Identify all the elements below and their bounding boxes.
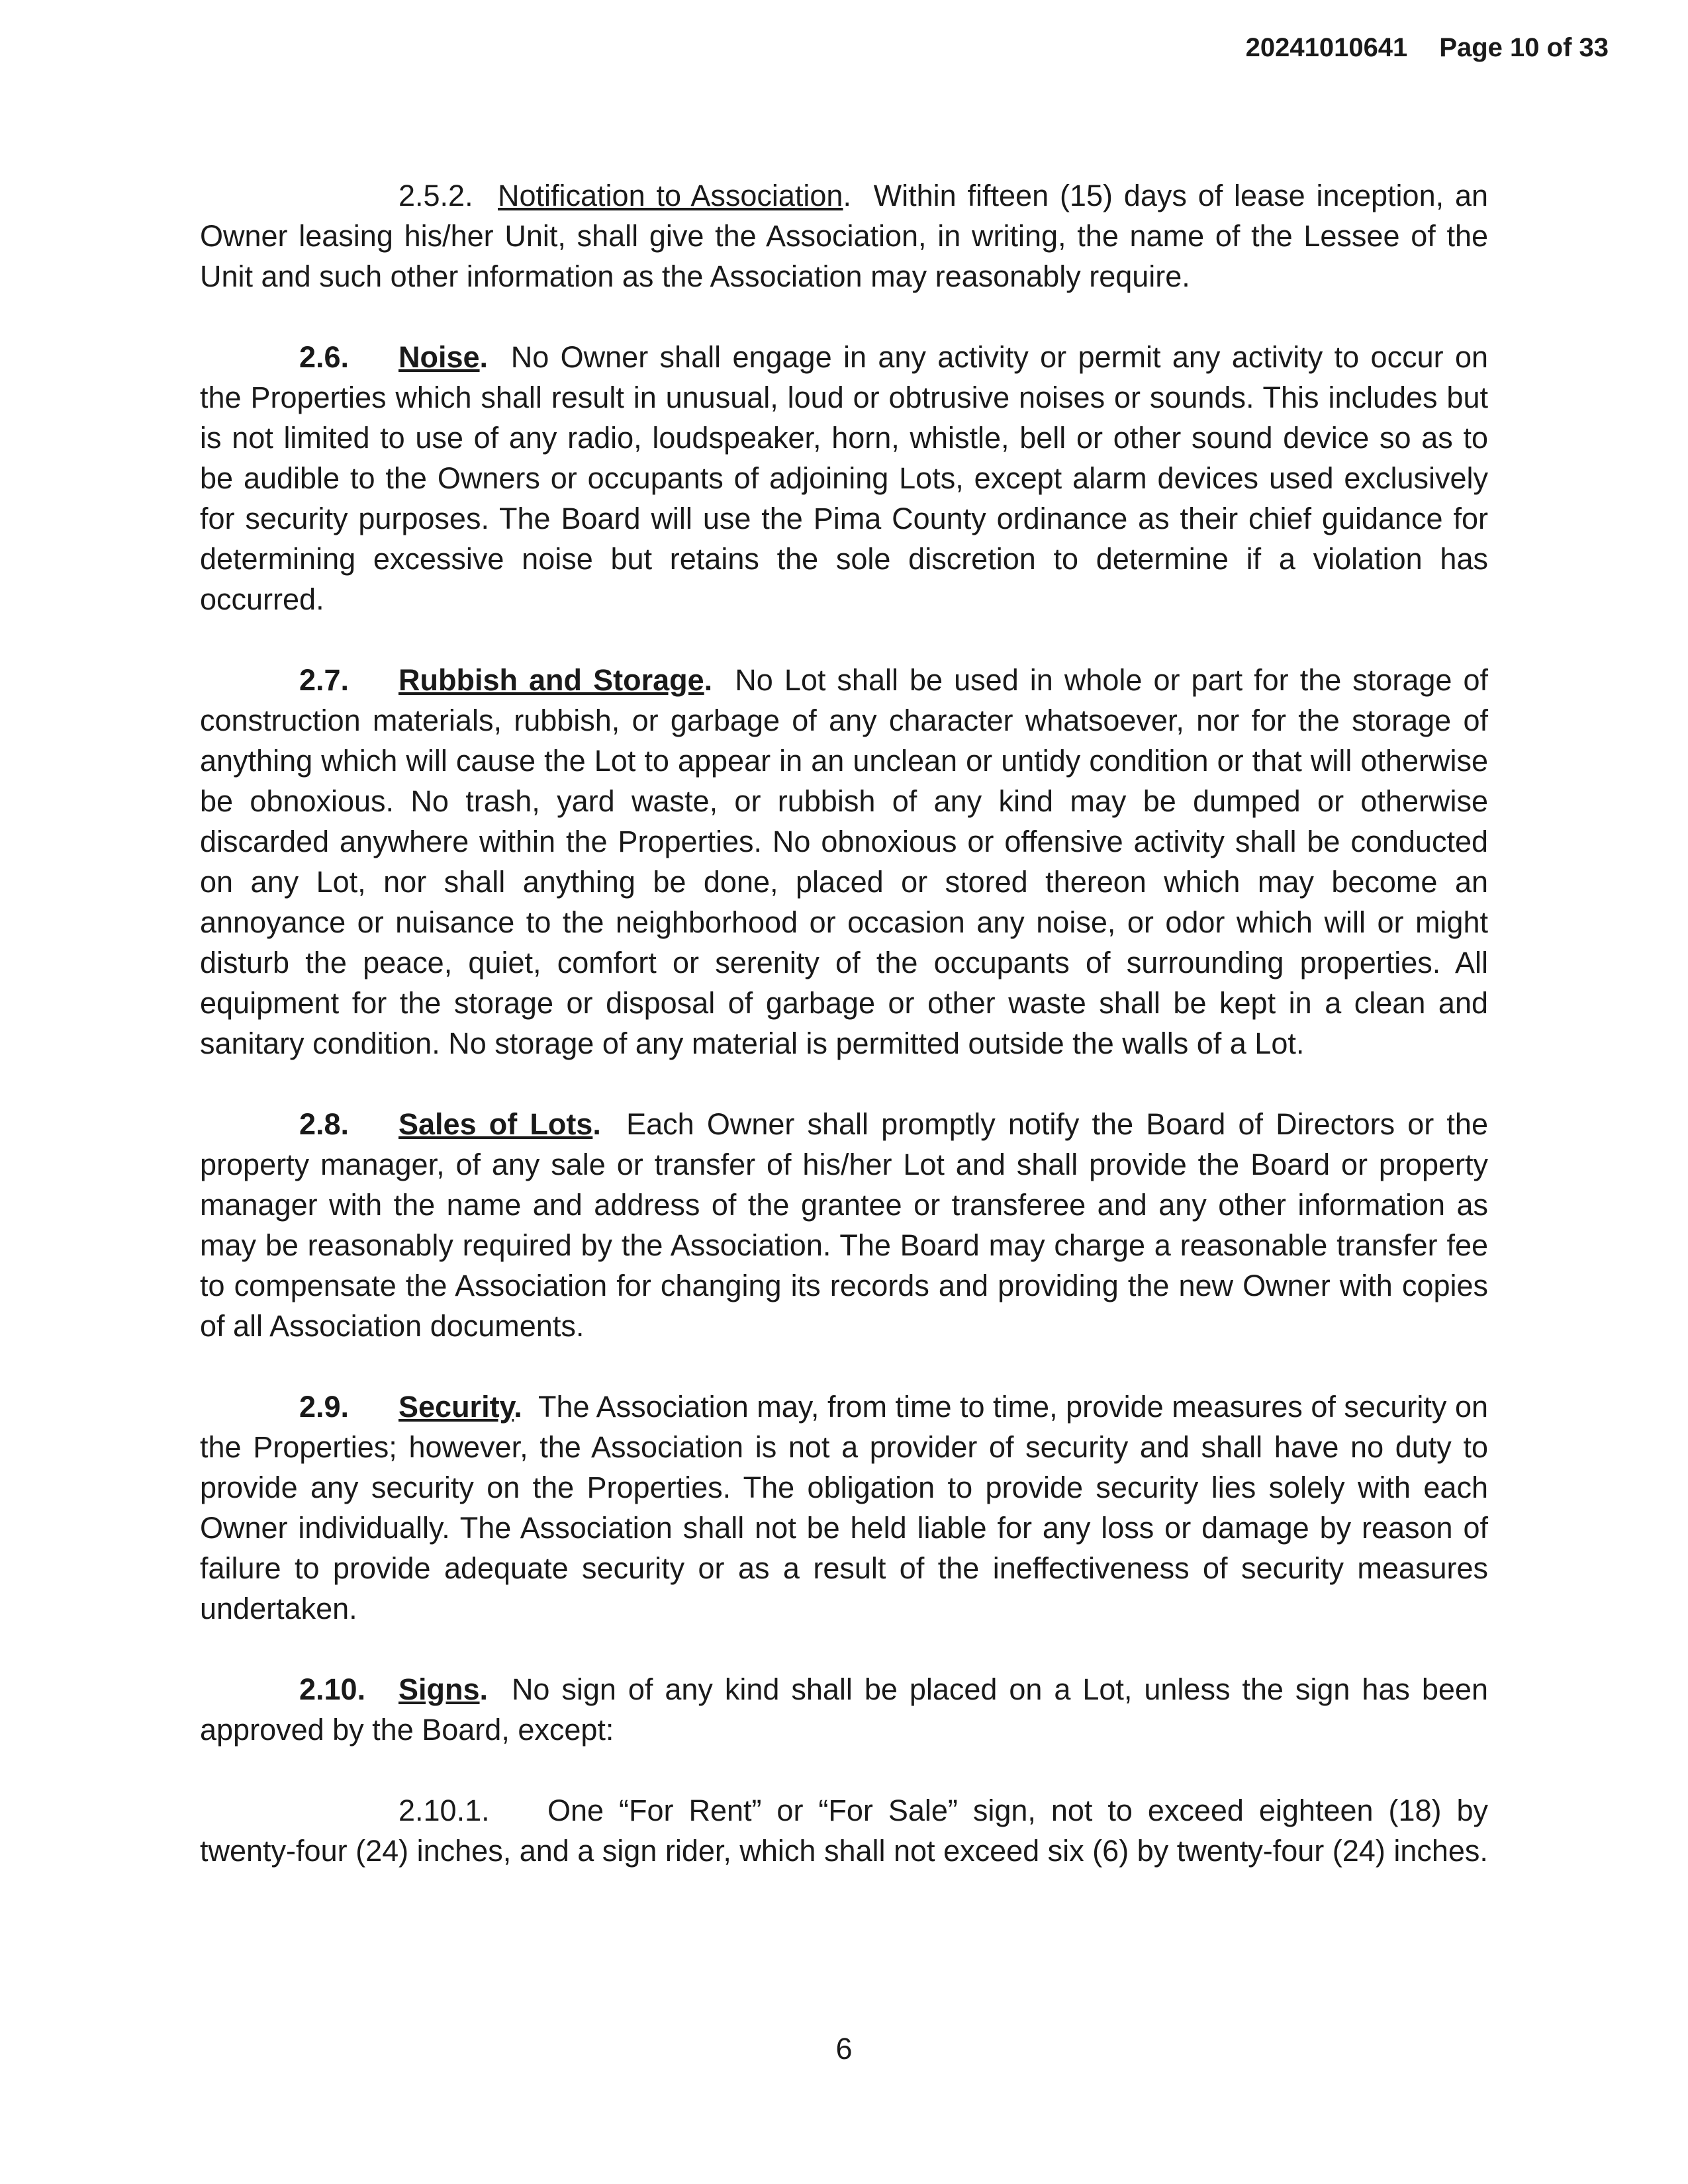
section-text: No sign of any kind shall be placed on a Lot, unless the sign has been approved by the Board, except: [200,1672,1488,1747]
section-2-10-1 [200,1790,1488,1871]
section-heading: Security [399,1390,514,1424]
section-2-6: 2.6. Noise. No Owner shall engage in any activity or permit any activity to occur on the Properties which shall result in unusual, loud or obtrusive noises or sounds. This includes but is not limited to use of any radio, loudspeaker, horn, whistle, bell or other sound device so as to be audible to the Owners or occupants of adjoining Lots, except alarm devices used exclusively for security purposes. The Board will use the Pima County ordinance as their chief guidance for determining excessive noise but retains the sole discretion to determine if a violation has occurred. [200,337,1488,619]
section-heading: Noise [399,340,480,374]
section-heading: Notification to Association [498,179,843,212]
section-heading: Rubbish and Storage [399,663,704,697]
section-2-8: 2.8. Sales of Lots. Each Owner shall promptly notify the Board of Directors or the property manager, of any sale or transfer of his/her Lot and shall provide the Board or property manager with the name and address of the grantee or transferee and any other information as may be reasonably required by the Association. The Board may charge a reasonable transfer fee to compensate the Association for changing its records and providing the new Owner with copies of all Association documents. [200,1104,1488,1346]
section-number: 2.9. [299,1390,350,1424]
section-text: No Lot shall be used in whole or part for the storage of construction materials, rubbish, or garbage of any character whatsoever, nor for the storage of anything which will cause the Lot to appear in an unclean or untidy condition or that will otherwise be obnoxious. No trash, yard waste, or rubbish of any kind may be dumped or otherwise discarded anywhere within the Properties. No obnoxious or offensive activity shall be conducted on any Lot, nor shall anything be done, placed or stored thereon which may become an annoyance or nuisance to the neighborhood or occasion any noise, or odor which will or might disturb the peace, quiet, comfort or serenity of the occupants of surrounding properties. All equipment for the storage or disposal of garbage or other waste shall be kept in a clean and sanitary condition. No storage of any material is permitted outside the walls of a Lot. [200,663,1488,1060]
section-number: 2.7. [299,663,350,697]
section-number: 2.8. [299,1107,350,1141]
page-header [1246,33,1609,63]
section-number: 2.10. [299,1672,366,1706]
document-body [200,175,1488,1911]
section-number: 2.10.1. [399,1794,490,1827]
page-number: 6 [835,2032,853,2066]
section-heading: Sales of Lots [399,1107,593,1141]
section-text: The Association may, from time to time, provide measures of security on the Properties; however, the Association is not a provider of security and shall have no duty to provide any security on the Properties. The obligation to provide security lies solely with each Owner individually. The Association shall not be held liable for any loss or damage by reason of failure to provide adequate security or as a result of the ineffectiveness of security measures undertaken. [200,1390,1488,1625]
section-2-9: 2.9. Security. The Association may, from time to time, provide measures of security on the Properties; however, the Association is not a provider of security and shall have no duty to provide any security on the Properties. The obligation to provide security lies solely with each Owner individually. The Association shall not be held liable for any loss or damage by reason of failure to provide adequate security or as a result of the ineffectiveness of security measures undertaken. [200,1387,1488,1629]
section-text: Within fifteen (15) days of lease inception, an Owner leasing his/her Unit, shall give the Association, in writing, the name of the Lessee of the Unit and such other information as the Association may reasonably require. [200,179,1488,293]
section-2-7: 2.7. Rubbish and Storage. No Lot shall be used in whole or part for the storage of construction materials, rubbish, or garbage of any character whatsoever, nor for the storage of anything which will cause the Lot to appear in an unclean or untidy condition or that will otherwise be obnoxious. No trash, yard waste, or rubbish of any kind may be dumped or otherwise discarded anywhere within the Properties. No obnoxious or offensive activity shall be conducted on any Lot, nor shall anything be done, placed or stored thereon which may become an annoyance or nuisance to the neighborhood or occasion any noise, or odor which will or might disturb the peace, quiet, comfort or serenity of the occupants of surrounding properties. All equipment for the storage or disposal of garbage or other waste shall be kept in a clean and sanitary condition. No storage of any material is permitted outside the walls of a Lot. [200,660,1488,1064]
section-2-10: 2.10. Signs. No sign of any kind shall be placed on a Lot, unless the sign has been approved by the Board, except: [200,1669,1488,1750]
section-number: 2.5.2. [399,179,473,212]
section-2-5-2: 2.5.2. Notification to Association. Within fifteen (15) days of lease inception, an Owner leasing his/her Unit, shall give the Association, in writing, the name of the Lessee of the Unit and such other information as the Association may reasonably require. [200,175,1488,296]
section-text: No Owner shall engage in any activity or permit any activity to occur on the Properties which shall result in unusual, loud or obtrusive noises or sounds. This includes but is not limited to use of any radio, loudspeaker, horn, whistle, bell or other sound device so as to be audible to the Owners or occupants of adjoining Lots, except alarm devices used exclusively for security purposes. The Board will use the Pima County ordinance as their chief guidance for determining excessive noise but retains the sole discretion to determine if a violation has occurred. [200,340,1488,616]
section-number: 2.6. [299,340,350,374]
document-number: 20241010641 [1245,33,1408,62]
page-indicator: Page 10 of 33 [1439,33,1609,62]
section-text: Each Owner shall promptly notify the Board of Directors or the property manager, of any sale or transfer of his/her Lot and shall provide the Board or property manager with the name and address of the grantee or transferee and any other information as may be reasonably required by the Association. The Board may charge a reasonable transfer fee to compensate the Association for changing its records and providing the new Owner with copies of all Association documents. [200,1107,1488,1343]
section-heading: Signs [399,1672,480,1706]
section-text: One “For Rent” or “For Sale” sign, not to exceed eighteen (18) by twenty-four (24) inches, and a sign rider, which shall not exceed six (6) by twenty-four (24) inches. [200,1794,1488,1868]
